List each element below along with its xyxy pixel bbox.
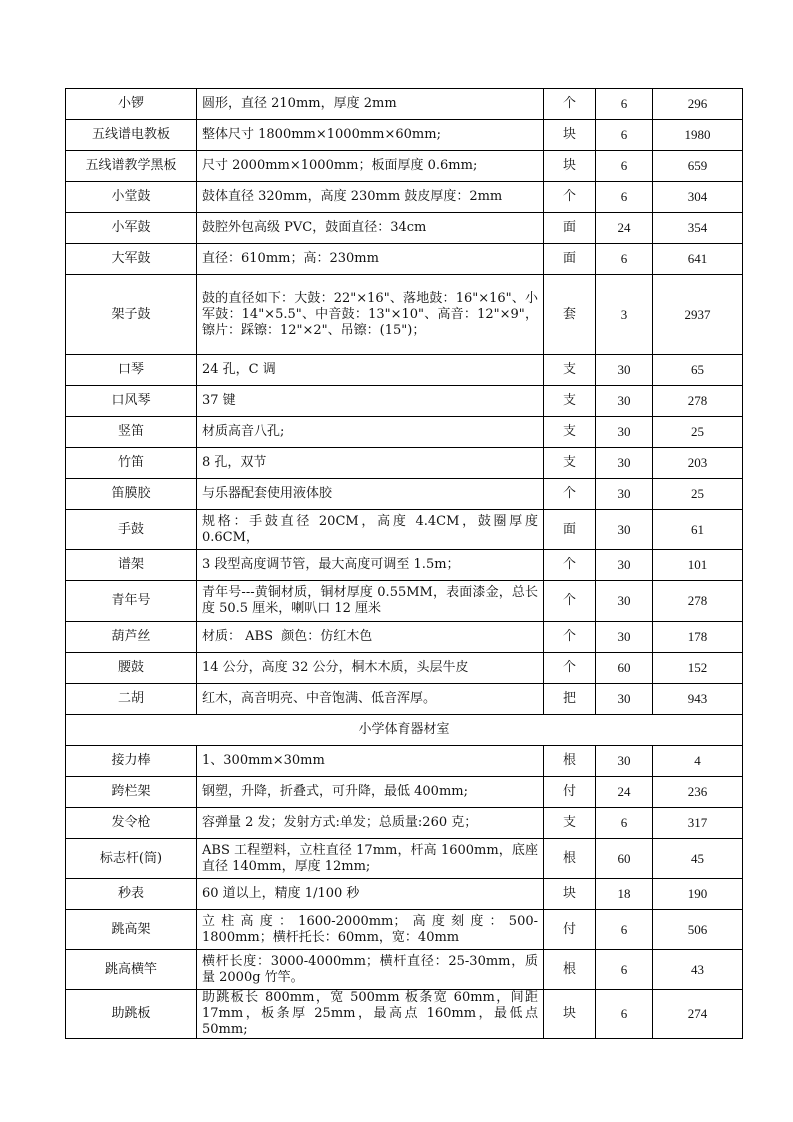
item-spec-text: 鼓的直径如下：大鼓：22"×16"、落地鼓：16"×16"、小军鼓：14"×5.5"、中音鼓：13"×10"、高音：12"×9"，镲片：踩镲：12"×2"、吊镲：(15")； [202, 290, 538, 338]
item-spec: 3 段型高度调节管，最大高度可调至 1.5m； [197, 550, 544, 581]
table-row [66, 808, 743, 839]
item-quantity: 60 [596, 653, 653, 684]
table-row [66, 89, 743, 120]
item-price: 65 [653, 355, 743, 386]
item-unit: 付 [544, 910, 596, 950]
table-row [66, 182, 743, 213]
item-name: 二胡 [66, 684, 197, 715]
item-price: 4 [653, 746, 743, 777]
item-price: 1980 [653, 120, 743, 151]
item-quantity: 30 [596, 510, 653, 550]
item-spec-text: 规格：手鼓直径 20CM，高度 4.4CM，鼓圈厚度 0.6CM， [202, 513, 538, 545]
item-spec: 圆形，直径 210mm，厚度 2mm [197, 89, 544, 120]
item-price: 178 [653, 622, 743, 653]
item-unit: 支 [544, 808, 596, 839]
item-unit: 面 [544, 510, 596, 550]
item-quantity: 60 [596, 839, 653, 879]
item-unit: 支 [544, 448, 596, 479]
item-spec [197, 990, 544, 1039]
equipment-table [65, 88, 743, 1039]
item-price: 203 [653, 448, 743, 479]
item-name: 小军鼓 [66, 213, 197, 244]
item-unit: 套 [544, 275, 596, 355]
item-name: 跳高横竿 [66, 950, 197, 990]
item-name: 五线谱教学黑板 [66, 151, 197, 182]
table-row [66, 879, 743, 910]
item-quantity: 6 [596, 89, 653, 120]
item-name: 大军鼓 [66, 244, 197, 275]
item-spec: 60 道以上，精度 1/100 秒 [197, 879, 544, 910]
item-price: 354 [653, 213, 743, 244]
item-price: 943 [653, 684, 743, 715]
table-row [66, 950, 743, 990]
item-spec-text: 横杆长度：3000-4000mm；横杆直径：25-30mm，质量 2000g 竹竿。 [202, 953, 538, 985]
item-name: 口琴 [66, 355, 197, 386]
item-quantity: 30 [596, 355, 653, 386]
item-quantity: 30 [596, 550, 653, 581]
item-unit: 把 [544, 684, 596, 715]
table-row [66, 386, 743, 417]
item-unit: 面 [544, 244, 596, 275]
table-row [66, 581, 743, 622]
item-name: 跨栏架 [66, 777, 197, 808]
item-name: 竹笛 [66, 448, 197, 479]
item-name: 架子鼓 [66, 275, 197, 355]
item-name: 五线谱电教板 [66, 120, 197, 151]
item-price: 101 [653, 550, 743, 581]
item-name: 竖笛 [66, 417, 197, 448]
item-quantity: 30 [596, 581, 653, 622]
item-unit: 块 [544, 120, 596, 151]
item-spec: 红木，高音明亮、中音饱满、低音浑厚。 [197, 684, 544, 715]
item-quantity: 30 [596, 417, 653, 448]
item-price: 317 [653, 808, 743, 839]
item-quantity: 6 [596, 151, 653, 182]
table-row [66, 653, 743, 684]
table-row [66, 244, 743, 275]
item-spec: 容弹量 2 发；发射方式:单发；总质量:260 克； [197, 808, 544, 839]
item-price: 25 [653, 479, 743, 510]
item-spec: 鼓腔外包高级 PVC，鼓面直径：34cm [197, 213, 544, 244]
item-spec [197, 910, 544, 950]
item-quantity: 6 [596, 244, 653, 275]
item-unit: 个 [544, 550, 596, 581]
section-header-row [66, 715, 743, 746]
item-name: 小堂鼓 [66, 182, 197, 213]
item-spec [197, 581, 544, 622]
item-unit: 个 [544, 182, 596, 213]
item-quantity: 6 [596, 910, 653, 950]
item-spec: 材质高音八孔; [197, 417, 544, 448]
item-quantity: 30 [596, 448, 653, 479]
item-name: 口风琴 [66, 386, 197, 417]
item-spec: 24 孔，C 调 [197, 355, 544, 386]
item-spec-text: 青年号---黄铜材质，铜材厚度 0.55MM，表面漆金，总长度 50.5 厘米，喇叭口 12 厘米 [202, 585, 538, 616]
item-quantity: 3 [596, 275, 653, 355]
item-price: 190 [653, 879, 743, 910]
item-price: 236 [653, 777, 743, 808]
item-spec: 37 键 [197, 386, 544, 417]
item-unit: 根 [544, 839, 596, 879]
item-name: 跳高架 [66, 910, 197, 950]
table-row [66, 275, 743, 355]
item-spec [197, 275, 544, 355]
table-row [66, 550, 743, 581]
item-price: 274 [653, 990, 743, 1039]
item-quantity: 6 [596, 990, 653, 1039]
item-price: 25 [653, 417, 743, 448]
item-spec: 与乐器配套使用液体胶 [197, 479, 544, 510]
item-unit: 个 [544, 581, 596, 622]
item-unit: 个 [544, 622, 596, 653]
table-row [66, 213, 743, 244]
item-spec-text: ABS 工程塑料，立柱直径 17mm，杆高 1600mm，底座直径 140mm，厚度 12mm; [202, 842, 538, 874]
table-row [66, 910, 743, 950]
item-quantity: 6 [596, 120, 653, 151]
table-row [66, 839, 743, 879]
item-name: 腰鼓 [66, 653, 197, 684]
table-row [66, 479, 743, 510]
item-price: 45 [653, 839, 743, 879]
item-unit: 个 [544, 89, 596, 120]
item-price: 278 [653, 581, 743, 622]
item-name: 助跳板 [66, 990, 197, 1039]
item-spec: 钢塑，升降，折叠式，可升降，最低 400mm; [197, 777, 544, 808]
item-spec: 尺寸 2000mm×1000mm；板面厚度 0.6mm; [197, 151, 544, 182]
item-name: 秒表 [66, 879, 197, 910]
item-price: 43 [653, 950, 743, 990]
item-price: 152 [653, 653, 743, 684]
item-spec: 鼓体直径 320mm，高度 230mm 鼓皮厚度：2mm [197, 182, 544, 213]
item-quantity: 30 [596, 684, 653, 715]
item-quantity: 6 [596, 950, 653, 990]
item-quantity: 18 [596, 879, 653, 910]
item-price: 2937 [653, 275, 743, 355]
item-spec: 直径：610mm；高：230mm [197, 244, 544, 275]
table-row [66, 684, 743, 715]
item-unit: 付 [544, 777, 596, 808]
table-row [66, 448, 743, 479]
item-name: 发令枪 [66, 808, 197, 839]
item-price: 278 [653, 386, 743, 417]
item-price: 506 [653, 910, 743, 950]
item-spec-text: 立柱高度：1600-2000mm；高度刻度：500-1800mm；横杆托长：60mm，宽：40mm [202, 913, 538, 945]
item-unit: 个 [544, 653, 596, 684]
item-unit: 支 [544, 386, 596, 417]
table-row [66, 417, 743, 448]
item-quantity: 30 [596, 479, 653, 510]
table-row [66, 990, 743, 1039]
item-quantity: 30 [596, 746, 653, 777]
item-spec [197, 839, 544, 879]
section-title: 小学体育器材室 [66, 715, 743, 746]
item-spec: 整体尺寸 1800mm×1000mm×60mm; [197, 120, 544, 151]
item-unit: 块 [544, 151, 596, 182]
item-quantity: 30 [596, 622, 653, 653]
table-row [66, 120, 743, 151]
item-unit: 支 [544, 417, 596, 448]
item-price: 304 [653, 182, 743, 213]
item-spec: 1、300mm×30mm [197, 746, 544, 777]
item-quantity: 24 [596, 777, 653, 808]
item-unit: 根 [544, 950, 596, 990]
item-spec [197, 510, 544, 550]
item-price: 61 [653, 510, 743, 550]
item-unit: 面 [544, 213, 596, 244]
item-name: 青年号 [66, 581, 197, 622]
item-unit: 块 [544, 990, 596, 1039]
item-spec: 8 孔，双节 [197, 448, 544, 479]
item-name: 谱架 [66, 550, 197, 581]
item-unit: 根 [544, 746, 596, 777]
item-quantity: 30 [596, 386, 653, 417]
item-spec-text: 助跳板长 800mm，宽 500mm 板条宽 60mm，间距 17mm，板条厚 25mm，最高点 160mm，最低点 50mm; [202, 990, 538, 1037]
item-name: 接力棒 [66, 746, 197, 777]
item-spec: 14 公分，高度 32 公分，桐木木质，头层牛皮 [197, 653, 544, 684]
table-row [66, 510, 743, 550]
item-unit: 个 [544, 479, 596, 510]
item-name: 手鼓 [66, 510, 197, 550]
table-row [66, 355, 743, 386]
item-spec: 材质： ABS 颜色：仿红木色 [197, 622, 544, 653]
item-unit: 支 [544, 355, 596, 386]
item-name: 笛膜胶 [66, 479, 197, 510]
item-price: 659 [653, 151, 743, 182]
item-unit: 块 [544, 879, 596, 910]
table-row [66, 151, 743, 182]
item-quantity: 6 [596, 182, 653, 213]
item-name: 标志杆(筒) [66, 839, 197, 879]
item-quantity: 6 [596, 808, 653, 839]
table-row [66, 777, 743, 808]
item-quantity: 24 [596, 213, 653, 244]
item-price: 296 [653, 89, 743, 120]
item-price: 641 [653, 244, 743, 275]
item-name: 小锣 [66, 89, 197, 120]
item-spec [197, 950, 544, 990]
item-name: 葫芦丝 [66, 622, 197, 653]
table-row [66, 622, 743, 653]
table-row [66, 746, 743, 777]
